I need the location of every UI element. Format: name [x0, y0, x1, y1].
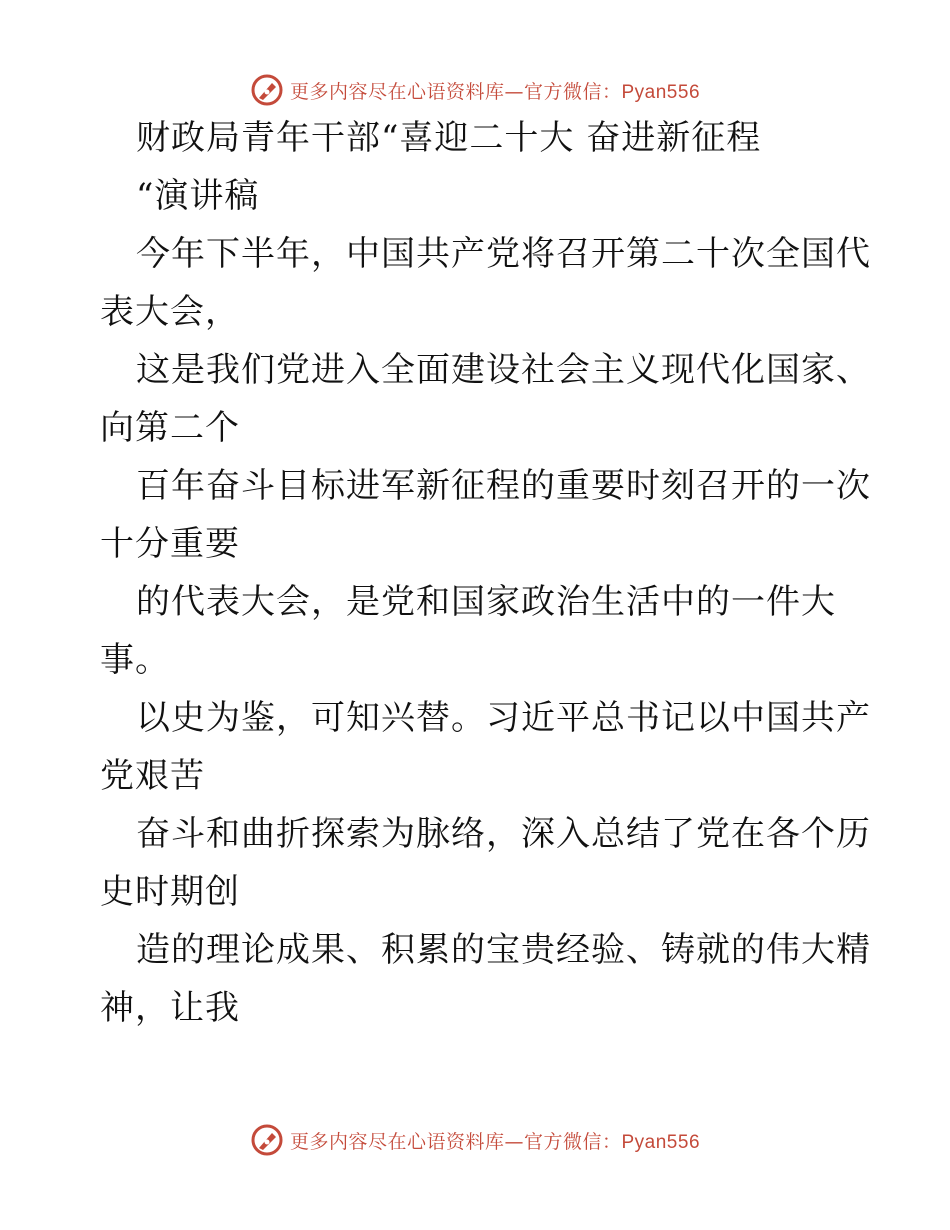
- doc-title-line-1: 财政局青年干部“喜迎二十大 奋进新征程: [136, 118, 762, 158]
- paragraph-line: 造的理论成果、积累的宝贵经验、铸就的伟大精: [136, 930, 871, 970]
- paragraph-line: 史时期创: [100, 872, 240, 912]
- document-body: [100, 118, 871, 1046]
- paragraph-line: 党艰苦: [100, 756, 205, 796]
- paragraph-line: 奋斗和曲折探索为脉络，深入总结了党在各个历: [136, 814, 871, 854]
- paragraph-line: 今年下半年，中国共产党将召开第二十次全国代: [136, 234, 871, 274]
- paragraph-line: 的代表大会，是党和国家政治生活中的一件大: [136, 582, 836, 622]
- paragraph-line: 向第二个: [100, 408, 240, 448]
- header-watermark: [0, 70, 950, 110]
- watermark-text: 更多内容尽在心语资料库—官方微信：Pyan556: [289, 80, 701, 103]
- doc-title-line-2: “演讲稿: [136, 176, 260, 216]
- paragraph-line: 百年奋斗目标进军新征程的重要时刻召开的一次: [136, 466, 871, 506]
- paragraph-line: 事。: [100, 640, 170, 680]
- paragraph-line: 这是我们党进入全面建设社会主义现代化国家、: [136, 350, 871, 390]
- pen-nib-logo-icon: [250, 1123, 284, 1157]
- footer-watermark: [0, 1120, 950, 1160]
- watermark-text: 更多内容尽在心语资料库—官方微信：Pyan556: [289, 1130, 701, 1153]
- watermark-wechat-id: Pyan556: [621, 81, 701, 103]
- paragraph-line: 以史为鉴，可知兴替。习近平总书记以中国共产: [136, 698, 871, 738]
- paragraph-line: 十分重要: [100, 524, 240, 564]
- watermark-wechat-id: Pyan556: [621, 1131, 701, 1153]
- paragraph-line: 表大会，: [100, 292, 240, 332]
- pen-nib-logo-icon: [250, 73, 284, 107]
- paragraph-line: 神，让我: [100, 988, 240, 1028]
